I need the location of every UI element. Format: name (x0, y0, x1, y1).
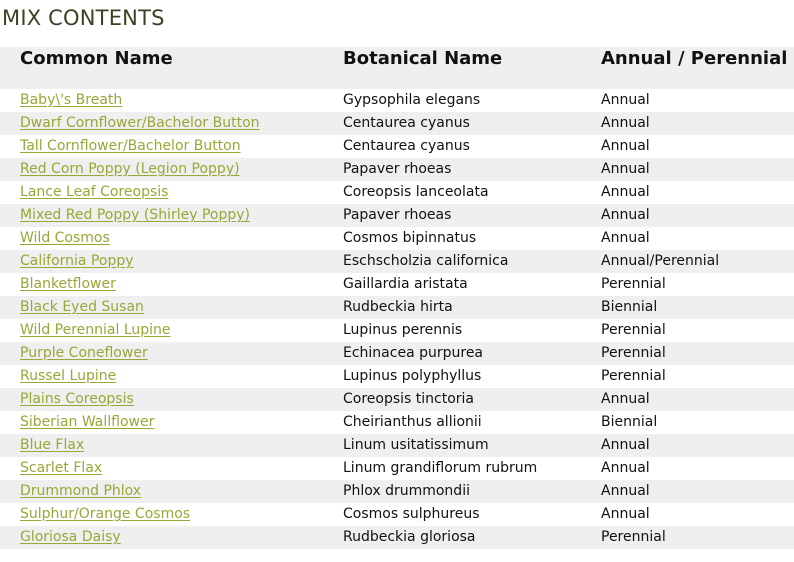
botanical-name-cell: Eschscholzia californica (339, 250, 597, 273)
botanical-name-cell: Centaurea cyanus (343, 138, 470, 154)
common-name-cell (0, 457, 339, 480)
table-row (0, 319, 794, 342)
botanical-name-cell: Gypsophila elegans (343, 92, 481, 108)
section-title: MIX CONTENTS (2, 6, 165, 30)
plant-link[interactable]: Mixed Red Poppy (Shirley Poppy) (20, 207, 250, 223)
life-cycle-cell: Annual (601, 184, 650, 200)
table-row (0, 457, 794, 480)
life-cycle-cell: Annual (597, 204, 794, 227)
botanical-name-cell: Papaver rhoeas (339, 158, 597, 181)
life-cycle-cell: Annual (597, 480, 794, 503)
common-name-cell (0, 89, 339, 112)
common-name-cell (0, 158, 339, 181)
table-row (0, 342, 794, 365)
life-cycle-cell: Annual (601, 460, 650, 476)
plant-link[interactable]: Purple Coneflower (20, 345, 148, 361)
common-name-cell (0, 342, 339, 365)
botanical-name-cell: Linum grandiflorum rubrum (343, 460, 538, 476)
botanical-name-cell: Cosmos sulphureus (343, 506, 480, 522)
life-cycle-cell: Biennial (601, 414, 658, 430)
table-row (0, 89, 794, 112)
botanical-name-cell: Cosmos bipinnatus (343, 230, 477, 246)
botanical-name-cell: Coreopsis tinctoria (339, 388, 597, 411)
common-name-cell (0, 526, 339, 549)
table-row (0, 227, 794, 250)
life-cycle-cell: Annual/Perennial (597, 250, 794, 273)
table-row (0, 296, 794, 319)
table-body (0, 89, 794, 549)
common-name-cell (0, 411, 339, 434)
table-row (0, 112, 794, 135)
common-name-cell (0, 319, 339, 342)
table-row (0, 434, 794, 457)
plant-link[interactable]: Tall Cornflower/Bachelor Button (20, 138, 241, 154)
plant-link[interactable]: Siberian Wallflower (20, 414, 155, 430)
life-cycle-cell: Biennial (597, 296, 794, 319)
life-cycle-cell: Annual (597, 388, 794, 411)
botanical-name-cell: Linum usitatissimum (339, 434, 597, 457)
table-row (0, 135, 794, 158)
common-name-cell (0, 503, 339, 526)
plant-link[interactable]: Baby\'s Breath (20, 92, 123, 108)
table-row (0, 388, 794, 411)
plant-link[interactable]: Drummond Phlox (20, 483, 142, 499)
table-row (0, 365, 794, 388)
table-row (0, 158, 794, 181)
life-cycle-cell: Annual (601, 92, 650, 108)
mix-contents-table (0, 47, 794, 549)
table-row (0, 503, 794, 526)
life-cycle-cell: Annual (601, 138, 650, 154)
header-row (0, 47, 794, 89)
plant-link[interactable]: Scarlet Flax (20, 460, 103, 476)
botanical-name-cell: Centaurea cyanus (339, 112, 597, 135)
table-row (0, 273, 794, 296)
header-botanical-name: Botanical Name (339, 47, 597, 89)
common-name-cell (0, 181, 339, 204)
table-row (0, 526, 794, 549)
plant-link[interactable]: Dwarf Cornflower/Bachelor Button (20, 115, 260, 131)
life-cycle-cell: Perennial (601, 368, 666, 384)
plant-link[interactable]: California Poppy (20, 253, 134, 269)
botanical-name-cell: Coreopsis lanceolata (343, 184, 489, 200)
life-cycle-cell: Perennial (597, 342, 794, 365)
table-row (0, 411, 794, 434)
table-row (0, 480, 794, 503)
life-cycle-cell: Annual (601, 506, 650, 522)
life-cycle-cell: Annual (597, 158, 794, 181)
life-cycle-cell: Perennial (601, 276, 666, 292)
botanical-name-cell: Echinacea purpurea (339, 342, 597, 365)
common-name-cell (0, 388, 339, 411)
plant-link[interactable]: Lance Leaf Coreopsis (20, 184, 169, 200)
plant-link[interactable]: Gloriosa Daisy (20, 529, 121, 545)
life-cycle-cell: Perennial (601, 322, 666, 338)
table-header (0, 47, 794, 89)
common-name-cell (0, 365, 339, 388)
botanical-name-cell: Rudbeckia hirta (339, 296, 597, 319)
common-name-cell (0, 135, 339, 158)
botanical-name-cell: Lupinus perennis (343, 322, 463, 338)
botanical-name-cell: Phlox drummondii (339, 480, 597, 503)
common-name-cell (0, 227, 339, 250)
plant-link[interactable]: Black Eyed Susan (20, 299, 144, 315)
botanical-name-cell: Lupinus polyphyllus (343, 368, 482, 384)
table-row (0, 250, 794, 273)
common-name-cell (0, 204, 339, 227)
plant-link[interactable]: Blanketflower (20, 276, 116, 292)
common-name-cell (0, 434, 339, 457)
plant-link[interactable]: Wild Cosmos (20, 230, 110, 246)
botanical-name-cell: Gaillardia aristata (343, 276, 468, 292)
life-cycle-cell: Annual (601, 230, 650, 246)
plant-link[interactable]: Sulphur/Orange Cosmos (20, 506, 191, 522)
common-name-cell (0, 250, 339, 273)
plant-link[interactable]: Red Corn Poppy (Legion Poppy) (20, 161, 240, 177)
life-cycle-cell: Annual (597, 434, 794, 457)
plant-link[interactable]: Russel Lupine (20, 368, 117, 384)
common-name-cell (0, 480, 339, 503)
botanical-name-cell: Papaver rhoeas (339, 204, 597, 227)
common-name-cell (0, 273, 339, 296)
botanical-name-cell: Rudbeckia gloriosa (339, 526, 597, 549)
plant-link[interactable]: Blue Flax (20, 437, 85, 453)
common-name-cell (0, 296, 339, 319)
life-cycle-cell: Annual (597, 112, 794, 135)
header-annual-perennial: Annual / Perennial (597, 47, 794, 89)
table-row (0, 181, 794, 204)
botanical-name-cell: Cheirianthus allionii (343, 414, 482, 430)
common-name-cell (0, 112, 339, 135)
life-cycle-cell: Perennial (597, 526, 794, 549)
plant-link[interactable]: Wild Perennial Lupine (20, 322, 171, 338)
header-common-name: Common Name (0, 47, 339, 89)
table-row (0, 204, 794, 227)
plant-link[interactable]: Plains Coreopsis (20, 391, 134, 407)
